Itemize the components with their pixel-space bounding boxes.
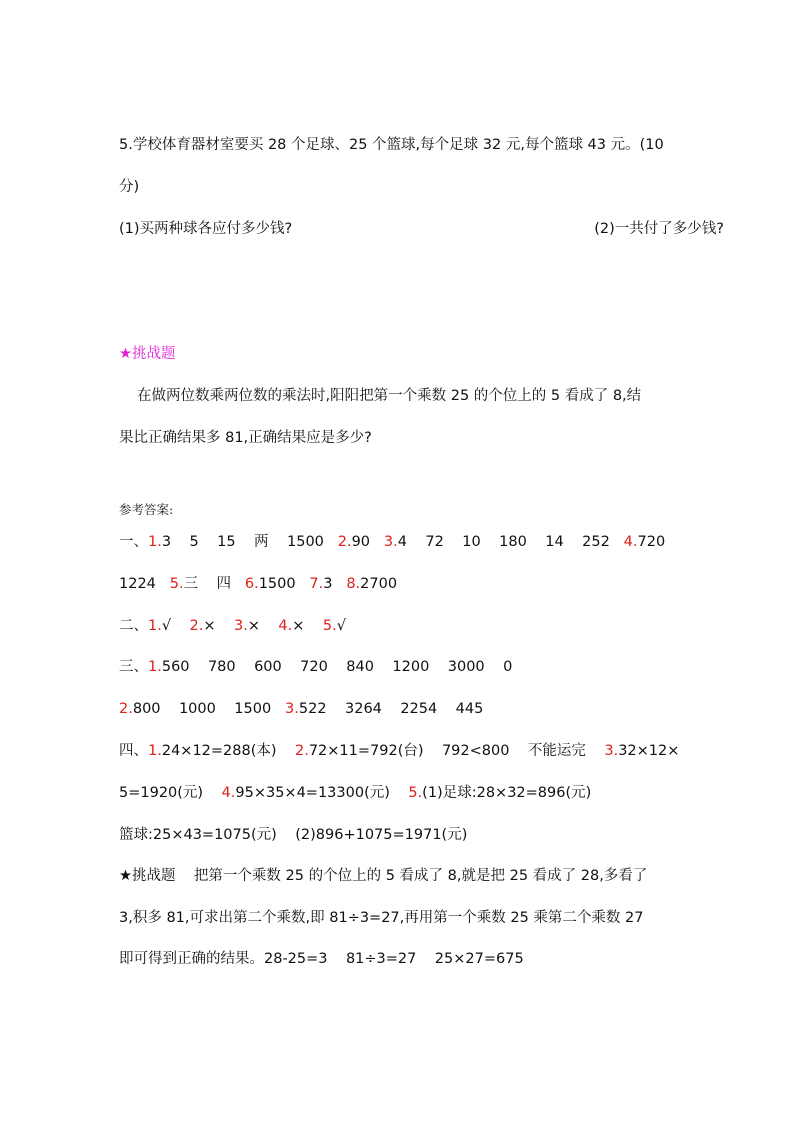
answer-text: ×	[247, 618, 279, 634]
answer-number: 3.	[285, 701, 299, 717]
challenge-title: ★挑战题	[119, 346, 176, 362]
answer-row	[119, 574, 397, 594]
answer-text: √	[336, 618, 346, 634]
answer-text: ×	[292, 618, 323, 634]
answer-number: 2.	[337, 534, 352, 550]
answer-row	[119, 741, 679, 761]
question-5-line-2: 分)	[119, 179, 140, 195]
answer-number: 1.	[148, 618, 162, 634]
answer-row	[119, 949, 524, 969]
answer-text: ★挑战题 把第一个乘数 25 的个位上的 5 看成了 8,就是把 25 看成了 28,多看了	[119, 868, 648, 884]
answer-text: 90	[351, 534, 384, 550]
answer-text: 24×12=288(本)	[161, 743, 295, 759]
answer-text: 1500	[258, 576, 310, 592]
answer-number: 2.	[189, 618, 204, 634]
answer-text: 3 5 15 两 1500	[161, 534, 338, 550]
answer-text: 32×12×	[618, 743, 680, 759]
question-5-sub-1: (1)买两种球各应付多少钱?	[119, 221, 293, 237]
answer-number: 2.	[294, 743, 309, 759]
answer-row	[119, 908, 643, 928]
answer-number: 5.	[322, 618, 337, 634]
answer-row	[119, 699, 483, 719]
answer-text: √	[161, 618, 190, 634]
answer-text: 72×11=792(台) 792<800 不能运完	[308, 743, 605, 759]
answer-text: 一、	[119, 534, 148, 550]
answer-row	[119, 532, 665, 552]
answer-text: 三 四	[183, 576, 245, 592]
answer-row	[119, 616, 346, 636]
answer-number: 3.	[383, 534, 398, 550]
answer-text: 即可得到正确的结果。28-25=3 81÷3=27 25×27=675	[119, 951, 524, 967]
answer-text: 720	[637, 534, 666, 550]
answer-text: 二、	[119, 618, 148, 634]
answer-number: 5.	[169, 576, 184, 592]
answer-text: 95×35×4=13300(元)	[235, 785, 409, 801]
answer-text: (1)足球:28×32=896(元)	[422, 785, 592, 801]
answer-number: 7.	[309, 576, 324, 592]
answer-number: 4.	[221, 785, 236, 801]
answer-number: 8.	[346, 576, 361, 592]
answer-text: 5=1920(元)	[119, 785, 222, 801]
challenge-line-1: 在做两位数乘两位数的乘法时,阳阳把第一个乘数 25 的个位上的 5 看成了 8,结	[137, 388, 642, 404]
answer-number: 2.	[119, 701, 133, 717]
answer-text: 三、	[119, 659, 148, 675]
answer-text: 800 1000 1500	[132, 701, 286, 717]
answer-number: 1.	[148, 534, 162, 550]
answer-text: 篮球:25×43=1075(元) (2)896+1075=1971(元)	[119, 827, 468, 843]
answer-number: 3.	[604, 743, 619, 759]
answer-number: 1.	[148, 659, 162, 675]
answer-text: 四、	[119, 743, 148, 759]
answer-number: 1.	[148, 743, 162, 759]
answer-text: 522 3264 2254 445	[298, 701, 484, 717]
answer-number: 6.	[244, 576, 259, 592]
answer-number: 4.	[623, 534, 638, 550]
answer-number: 4.	[278, 618, 293, 634]
answers-heading: 参考答案:	[119, 502, 174, 517]
answer-text: 1224	[119, 576, 170, 592]
answer-row	[119, 657, 512, 677]
question-5-line-1: 5.学校体育器材室要买 28 个足球、25 个篮球,每个足球 32 元,每个篮球 43 元。(10	[119, 137, 664, 153]
answer-row	[119, 866, 647, 886]
answer-text: 560 780 600 720 840 1200 3000 0	[161, 659, 513, 675]
answer-number: 5.	[408, 785, 423, 801]
challenge-line-2: 果比正确结果多 81,正确结果应是多少?	[119, 430, 372, 446]
answer-text: 2700	[360, 576, 398, 592]
question-5-sub-2: (2)一共付了多少钱?	[594, 221, 724, 237]
answer-number: 3.	[233, 618, 248, 634]
answer-text: 4 72 10 180 14 252	[397, 534, 624, 550]
answer-text: 3	[323, 576, 347, 592]
answer-text: ×	[203, 618, 234, 634]
answer-row	[119, 825, 467, 845]
answer-row	[119, 783, 591, 803]
question-5-subquestions	[119, 219, 724, 239]
answer-text: 3,积多 81,可求出第二个乘数,即 81÷3=27,再用第一个乘数 25 乘第二个乘数 27	[119, 910, 644, 926]
